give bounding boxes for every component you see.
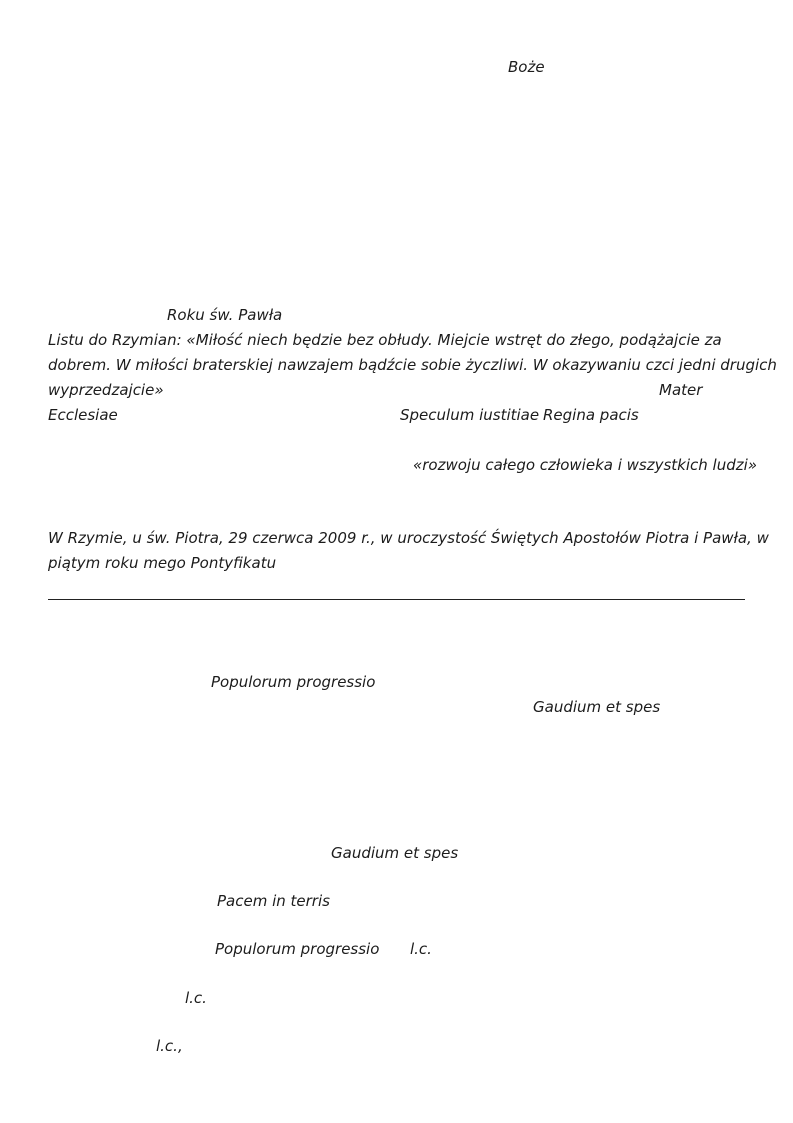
closing-line-1: W Rzymie, u św. Piotra, 29 czerwca 2009 r., w uroczystość Świętych Apostołów Piotra i Pawła, w (48, 529, 769, 547)
footnote-lc-1: l.c. (410, 940, 432, 958)
ecclesiae-text: Ecclesiae (48, 406, 118, 424)
roku-pawla-text: Roku św. Pawła (167, 306, 283, 324)
footnote-gaudium-et-spes-2: Gaudium et spes (331, 844, 459, 862)
mater-text: Mater (659, 381, 703, 399)
footnote-populorum-progressio-1: Populorum progressio (211, 673, 376, 691)
footnote-populorum-progressio-2: Populorum progressio (215, 940, 380, 958)
romans-quote-line-3: wyprzedzajcie» (48, 381, 164, 399)
footnote-gaudium-et-spes-1: Gaudium et spes (533, 698, 661, 716)
footnote-separator (48, 599, 745, 600)
rozwoj-quote: «rozwoju całego człowieka i wszystkich ludzi» (413, 456, 758, 474)
romans-quote-line-2: dobrem. W miłości braterskiej nawzajem bądźcie sobie życzliwi. W okazywaniu czci jedni drugich (48, 356, 777, 374)
header-word: Boże (508, 58, 545, 76)
romans-quote-line-1: Listu do Rzymian: «Miłość niech będzie bez obłudy. Miejcie wstręt do złego, podążajcie za (48, 331, 722, 349)
footnote-lc-2: l.c. (185, 989, 207, 1007)
footnote-pacem-in-terris: Pacem in terris (217, 892, 330, 910)
regina-pacis-text: Regina pacis (543, 406, 639, 424)
footnote-lc-3: l.c., (156, 1037, 183, 1055)
speculum-iustitiae-text: Speculum iustitiae (400, 406, 540, 424)
closing-line-2: piątym roku mego Pontyfikatu (48, 554, 277, 572)
